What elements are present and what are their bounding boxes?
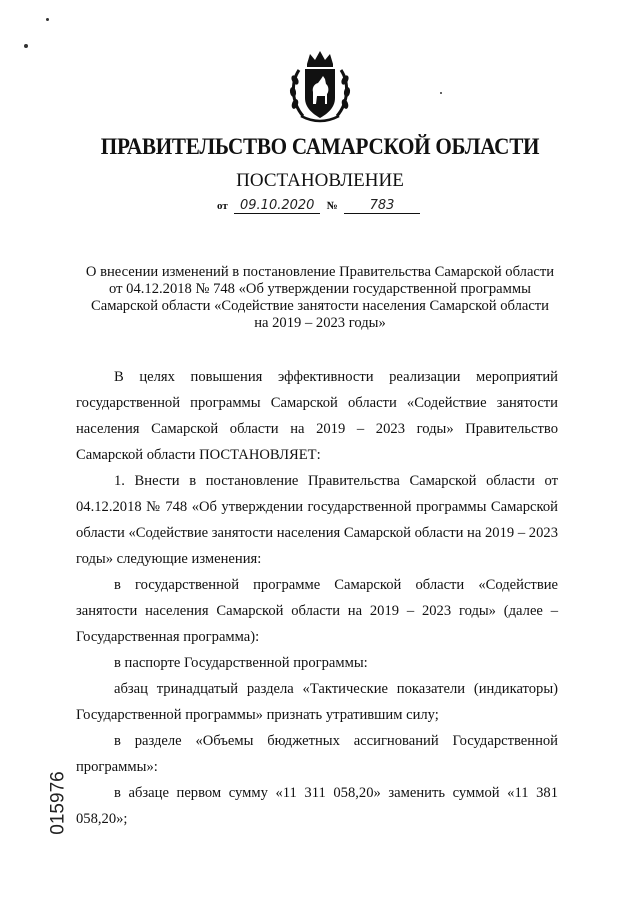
subject-line: от 04.12.2018 № 748 «Об утверждении государственной программы xyxy=(109,281,531,297)
body-paragraph: в разделе «Объемы бюджетных ассигнований Государственной программы»: xyxy=(76,733,558,775)
samara-region-coat-of-arms-icon xyxy=(285,46,355,126)
scan-speck xyxy=(46,18,49,21)
number-label: № xyxy=(326,200,338,212)
body-paragraph: В целях повышения эффективности реализации мероприятий государственной программы Самарской области «Содействие занятости населения Самарской области на 2019 – 2023 годы» Правительство Самарской области ПОСТАНОВЛЯЕТ: xyxy=(76,369,558,463)
scan-speck xyxy=(440,92,442,94)
body-paragraph: 1. Внести в постановление Правительства Самарской области от 04.12.2018 № 748 «Об утверждении государственной программы Самарской области «Содействие занятости населения Самарской области на 2019 – 2023 годы» следующие изменения: xyxy=(76,473,558,567)
document-subject xyxy=(60,264,580,332)
organization-title: ПРАВИТЕЛЬСТВО САМАРСКОЙ ОБЛАСТИ xyxy=(100,134,540,159)
body-paragraph: в паспорте Государственной программы: xyxy=(114,655,368,671)
date-label: от xyxy=(216,200,228,212)
body-paragraph: абзац тринадцатый раздела «Тактические показатели (индикаторы) Государственной программы» признать утратившим силу; xyxy=(76,681,558,723)
date-value: 09.10.2020 xyxy=(234,198,320,214)
subject-line: на 2019 – 2023 годы» xyxy=(254,315,386,331)
side-serial-number xyxy=(44,768,74,838)
document-type: ПОСТАНОВЛЕНИЕ xyxy=(236,170,404,191)
number-value: 783 xyxy=(344,198,420,214)
requisites-line xyxy=(0,197,640,214)
body-paragraph: в абзаце первом сумму «11 311 058,20» заменить суммой «11 381 058,20»; xyxy=(76,785,558,827)
side-serial-number-text: 015976 xyxy=(48,771,69,835)
subject-line: Самарской области «Содействие занятости населения Самарской области xyxy=(90,298,549,314)
subject-line: О внесении изменений в постановление Правительства Самарской области xyxy=(85,264,555,280)
body-paragraph: в государственной программе Самарской области «Содействие занятости населения Самарской области на 2019 – 2023 годы» (далее – Государственная программа): xyxy=(76,577,558,645)
document-body xyxy=(76,364,558,832)
scan-speck xyxy=(24,44,28,48)
